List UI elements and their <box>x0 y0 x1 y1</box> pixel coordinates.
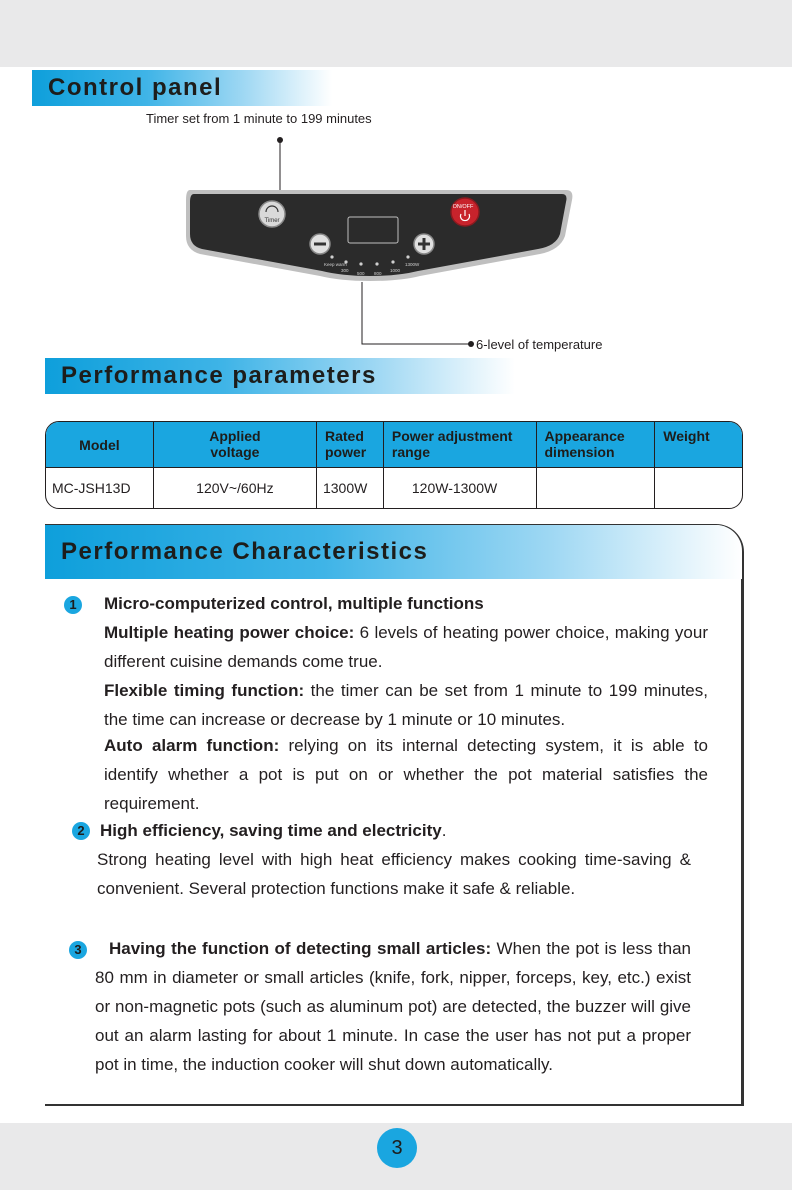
item-1-heading: Micro-computerized control, multiple functions <box>104 594 484 613</box>
header-rated-power: Rated power <box>317 422 384 468</box>
power-button-label: ON/OFF <box>452 204 474 210</box>
item-1-paragraph-3: Auto alarm function: relying on its internal detecting system, it is able to identify whether a pot is put on or whether the pot material satisfies the requirement. <box>104 736 708 813</box>
page-number: 3 <box>377 1128 417 1168</box>
scale-label: 1300W <box>405 262 420 267</box>
item-2-paragraph: Strong heating level with high heat efficiency makes cooking time-saving & convenient. Several protection functions make it safe & reliable. <box>97 850 691 898</box>
control-panel-diagram <box>0 0 792 360</box>
scale-label: 500 <box>357 271 365 276</box>
temperature-leader-dot <box>468 341 474 347</box>
header-weight: Weight <box>655 422 742 468</box>
cell-dimension <box>537 468 656 508</box>
characteristics-title: Performance Characteristics <box>45 525 742 579</box>
scale-label: 1000 <box>390 268 401 273</box>
header-applied-voltage: Applied voltage <box>154 422 317 468</box>
item-2-heading: High efficiency, saving time and electricity. <box>100 821 447 840</box>
minus-icon <box>314 243 326 246</box>
item-1-paragraph-1: Multiple heating power choice: 6 levels of heating power choice, making your different cuisine demands come true. <box>104 623 708 671</box>
item-1-paragraph-2: Flexible timing function: the timer can be set from 1 minute to 199 minutes, the time can increase or decrease by 1 minute or 10 minutes. <box>104 681 708 729</box>
temperature-leader-line <box>362 282 470 344</box>
scale-label: 300 <box>341 268 349 273</box>
scale-label: 800 <box>374 271 382 276</box>
item-3-paragraph: Having the function of detecting small articles: When the pot is less than 80 mm in diameter or small articles (knife, fork, nipper, forceps, key, etc.) exist or non-magnetic pots (such as aluminum pot) are detected, the buzzer will give out an alarm lasting for about 1 minute. In case the user has not put a proper pot in time, the induction cooker will shut down automatically. <box>95 939 691 1074</box>
temperature-note: 6-level of temperature <box>476 337 603 352</box>
table-row <box>46 468 742 508</box>
header-power-range: Power adjustment range <box>384 422 537 468</box>
item-3-badge: 3 <box>69 941 87 959</box>
performance-parameters-title: Performance parameters <box>45 358 515 394</box>
timer-button-label: Timer <box>264 218 280 224</box>
item-2-badge: 2 <box>72 822 90 840</box>
cell-voltage: 120V~/60Hz <box>154 468 317 508</box>
control-panel-title: Control panel <box>32 70 332 106</box>
header-model: Model <box>46 422 154 468</box>
cell-weight <box>655 468 742 508</box>
display-window <box>348 217 398 243</box>
parameters-table <box>45 421 743 509</box>
header-appearance-dimension: Appearance dimension <box>537 422 656 468</box>
timer-note: Timer set from 1 minute to 199 minutes <box>146 111 372 126</box>
scale-label: Keep warm <box>324 262 347 267</box>
cell-range: 120W-1300W <box>384 468 537 508</box>
cell-power: 1300W <box>317 468 384 508</box>
cell-model: MC-JSH13D <box>46 468 154 508</box>
item-1-badge: 1 <box>64 596 82 614</box>
timer-leader-dot <box>277 137 283 143</box>
table-header-row <box>46 422 742 468</box>
